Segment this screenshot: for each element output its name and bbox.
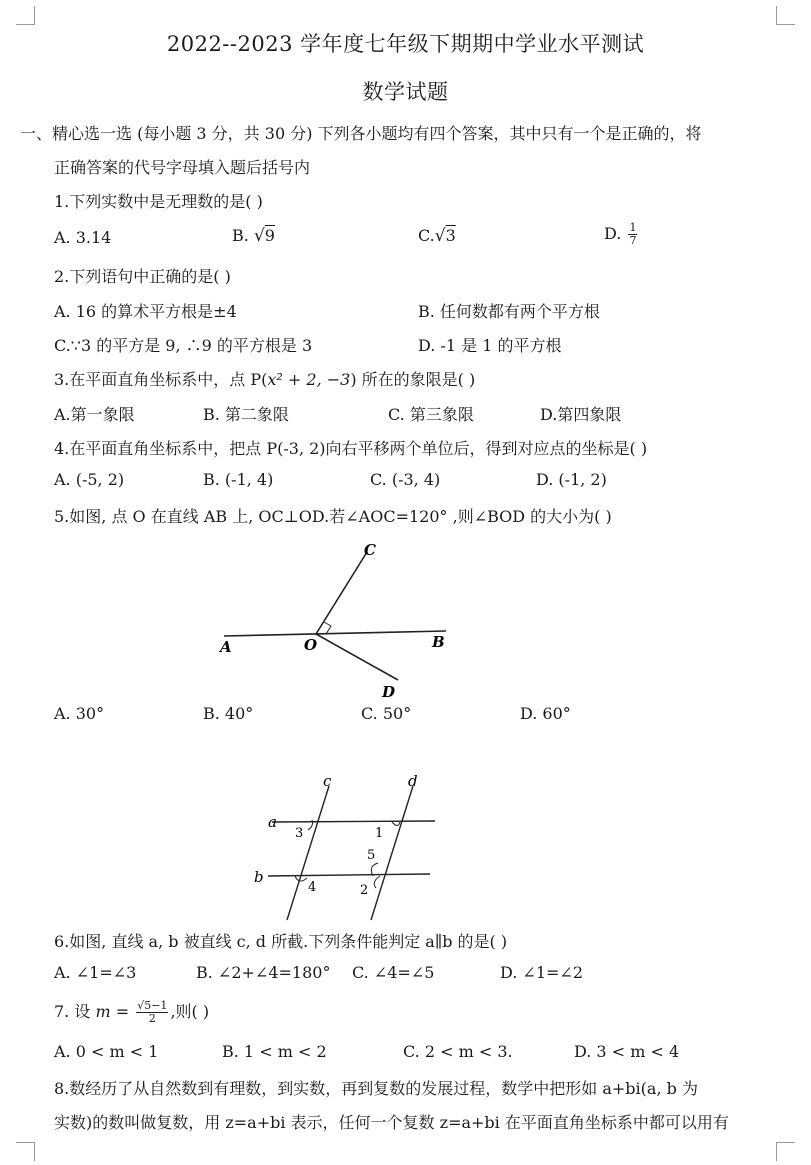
q1-option-c: C.√3 <box>418 226 456 246</box>
q7-option-a: A. 0 < m < 1 <box>54 1042 159 1061</box>
q7-option-d: D. 3 < m < 4 <box>574 1042 680 1061</box>
section-instructions-line2: 正确答案的代号字母填入题后括号内 <box>54 158 311 177</box>
page-title: 2022--2023 学年度七年级下期期中学业水平测试 <box>166 32 645 56</box>
q3-option-d: D.第四象限 <box>540 405 622 424</box>
label-angle-5: 5 <box>367 848 376 863</box>
corner-mark-top-right <box>776 6 795 25</box>
q8-line2: 实数)的数叫做复数，用 z=a+bi 表示，任何一个复数 z=a+bi 在平面直角坐标系中都可以用有 <box>54 1113 729 1132</box>
q2-option-b: B. 任何数都有两个平方根 <box>418 302 600 321</box>
label-angle-1: 1 <box>375 826 384 841</box>
q6-option-b: B. ∠2+∠4=180° <box>196 963 331 982</box>
page-subtitle: 数学试题 <box>362 80 449 104</box>
q4-option-b: B. (-1, 4) <box>203 470 274 489</box>
label-a: A <box>220 638 232 656</box>
right-angle-mark <box>324 622 331 634</box>
line-b <box>268 874 430 876</box>
q2-option-a: A. 16 的算术平方根是±4 <box>54 302 237 321</box>
q6-stem: 6.如图, 直线 a, b 被直线 c, d 所截.下列条件能判定 a∥b 的是( ) <box>54 932 508 951</box>
angle-2-arc <box>374 876 380 888</box>
ray-oc <box>316 552 367 634</box>
section-instructions-line1: 一、精心选一选 (每小题 3 分，共 30 分) 下列各小题均有四个答案，其中只有一个是正确的，将 <box>20 124 702 143</box>
label-d: D <box>382 683 396 701</box>
label-b: b <box>254 868 264 886</box>
angle-1-arc <box>392 822 400 826</box>
label-d: d <box>408 772 418 790</box>
q3-stem: 3.在平面直角坐标系中，点 P(x² + 2, −3) 所在的象限是( ) <box>54 370 476 389</box>
q5-option-a: A. 30° <box>54 704 105 723</box>
q5-option-b: B. 40° <box>203 704 254 723</box>
q4-option-c: C. (-3, 4) <box>370 470 441 489</box>
q3-option-b: B. 第二象限 <box>203 405 289 424</box>
q4-option-a: A. (-5, 2) <box>54 470 125 489</box>
q7-stem: 7. 设 m = $\frac{√5-1}{2}$ ,则( ) <box>54 999 210 1025</box>
q5-figure <box>210 538 460 703</box>
q2-option-c: C.∵3 的平方是 9, ∴9 的平方根是 3 <box>54 336 313 355</box>
q7-option-c: C. 2 < m < 3. <box>403 1042 513 1061</box>
line-ab <box>224 631 446 636</box>
q4-option-d: D. (-1, 2) <box>536 470 607 489</box>
q3-option-c: C. 第三象限 <box>388 405 474 424</box>
q7-option-b: B. 1 < m < 2 <box>222 1042 327 1061</box>
label-c: C <box>364 541 376 559</box>
q1-option-a: A. 3.14 <box>54 228 112 247</box>
line-c <box>287 786 329 920</box>
q6-figure <box>250 770 450 925</box>
label-o: O <box>304 636 318 654</box>
label-angle-2: 2 <box>360 883 369 898</box>
label-angle-3: 3 <box>295 826 304 841</box>
label-a: a <box>268 813 277 831</box>
q2-option-d: D. -1 是 1 的平方根 <box>418 336 562 355</box>
q4-stem: 4.在平面直角坐标系中，把点 P(-3, 2)向右平移两个单位后，得到对应点的坐标是( ) <box>54 439 648 458</box>
label-b: B <box>432 633 445 651</box>
q1-stem: 1.下列实数中是无理数的是( ) <box>54 192 263 211</box>
corner-mark-bottom-right <box>776 1142 795 1161</box>
q5-option-c: C. 50° <box>361 704 412 723</box>
q5-option-d: D. 60° <box>520 704 571 723</box>
q6-option-c: C. ∠4=∠5 <box>352 963 435 982</box>
corner-mark-bottom-left <box>16 1142 35 1161</box>
line-a <box>272 821 435 822</box>
q5-stem: 5.如图, 点 O 在直线 AB 上, OC⊥OD.若∠AOC=120° ,则∠BOD 的大小为( ) <box>54 507 612 526</box>
q6-option-d: D. ∠1=∠2 <box>500 963 584 982</box>
q8-line1: 8.数经历了从自然数到有理数，到实数，再到复数的发展过程，数学中把形如 a+bi(a, b 为 <box>54 1079 698 1098</box>
q1-option-d: D. $\frac{1}{7}$ <box>604 221 637 247</box>
label-angle-4: 4 <box>308 880 317 895</box>
ray-od <box>316 634 398 680</box>
q6-option-a: A. ∠1=∠3 <box>54 963 137 982</box>
q3-option-a: A.第一象限 <box>54 405 135 424</box>
q2-stem: 2.下列语句中正确的是( ) <box>54 267 231 286</box>
q1-option-b: B. √9 <box>232 226 275 246</box>
line-d <box>371 786 413 920</box>
corner-mark-top-left <box>16 6 35 25</box>
label-c: c <box>323 772 332 790</box>
